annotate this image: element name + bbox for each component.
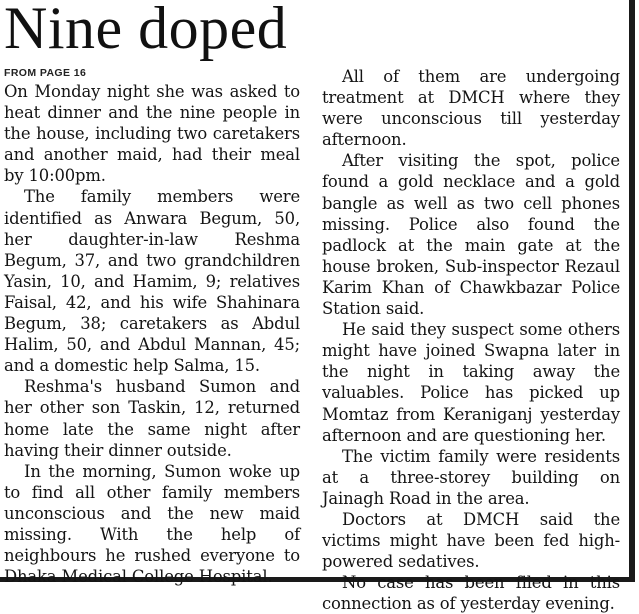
article-paragraph: Doctors at DMCH said the victims might have been fed high-powered sedatives. [322, 509, 620, 572]
article-paragraph: On Monday night she was asked to heat dinner and the nine people in the house, including two caretakers and another maid, had their meal by 10:00pm. [4, 82, 300, 186]
article-paragraph: No case has been filed in this connection as of yesterday evening. [322, 573, 620, 614]
article-paragraph: After visiting the spot, police found a gold necklace and a gold bangle as well as two cell phones missing. Police also found the padlock at the main gate at the house broken, Sub-inspector Rezaul Karim Khan of Chawkbazar Police Station said. [322, 151, 620, 319]
continued-from-label: FROM PAGE 16 [4, 67, 87, 79]
article-column-right [322, 66, 620, 614]
article-paragraph: The victim family were residents at a three-storey building on Jainagh Road in the area. [322, 446, 620, 508]
article-paragraph: He said they suspect some others might have joined Swapna later in the night in taking away the valuables. Police has picked up Momtaz from Keraniganj yesterday afternoon and are questioning her. [322, 320, 620, 445]
article-paragraph: The family members were identified as Anwara Begum, 50, her daughter-in-law Reshma Begum, 37, and two grandchildren Yasin, 10, and Hamim, 9; relatives Faisal, 42, and his wife Shahinara Begum, 38; caretakers as Abdul Halim, 50, and Abdul Mannan, 45; and a domestic help Salma, 15. [4, 187, 300, 376]
article-column-left [4, 66, 300, 587]
article-paragraph: Reshma's husband Sumon and her other son Taskin, 12, returned home late the same night after having their dinner outside. [4, 377, 300, 460]
article-headline: Nine doped [4, 0, 288, 61]
article-paragraph: In the morning, Sumon woke up to find all other family members unconscious and the new maid missing. With the help of neighbours he rushed everyone to Dhaka Medical College Hospital. [4, 461, 300, 587]
article-paragraph: All of them are undergoing treatment at DMCH where they were unconscious till yesterday afternoon. [322, 67, 620, 150]
